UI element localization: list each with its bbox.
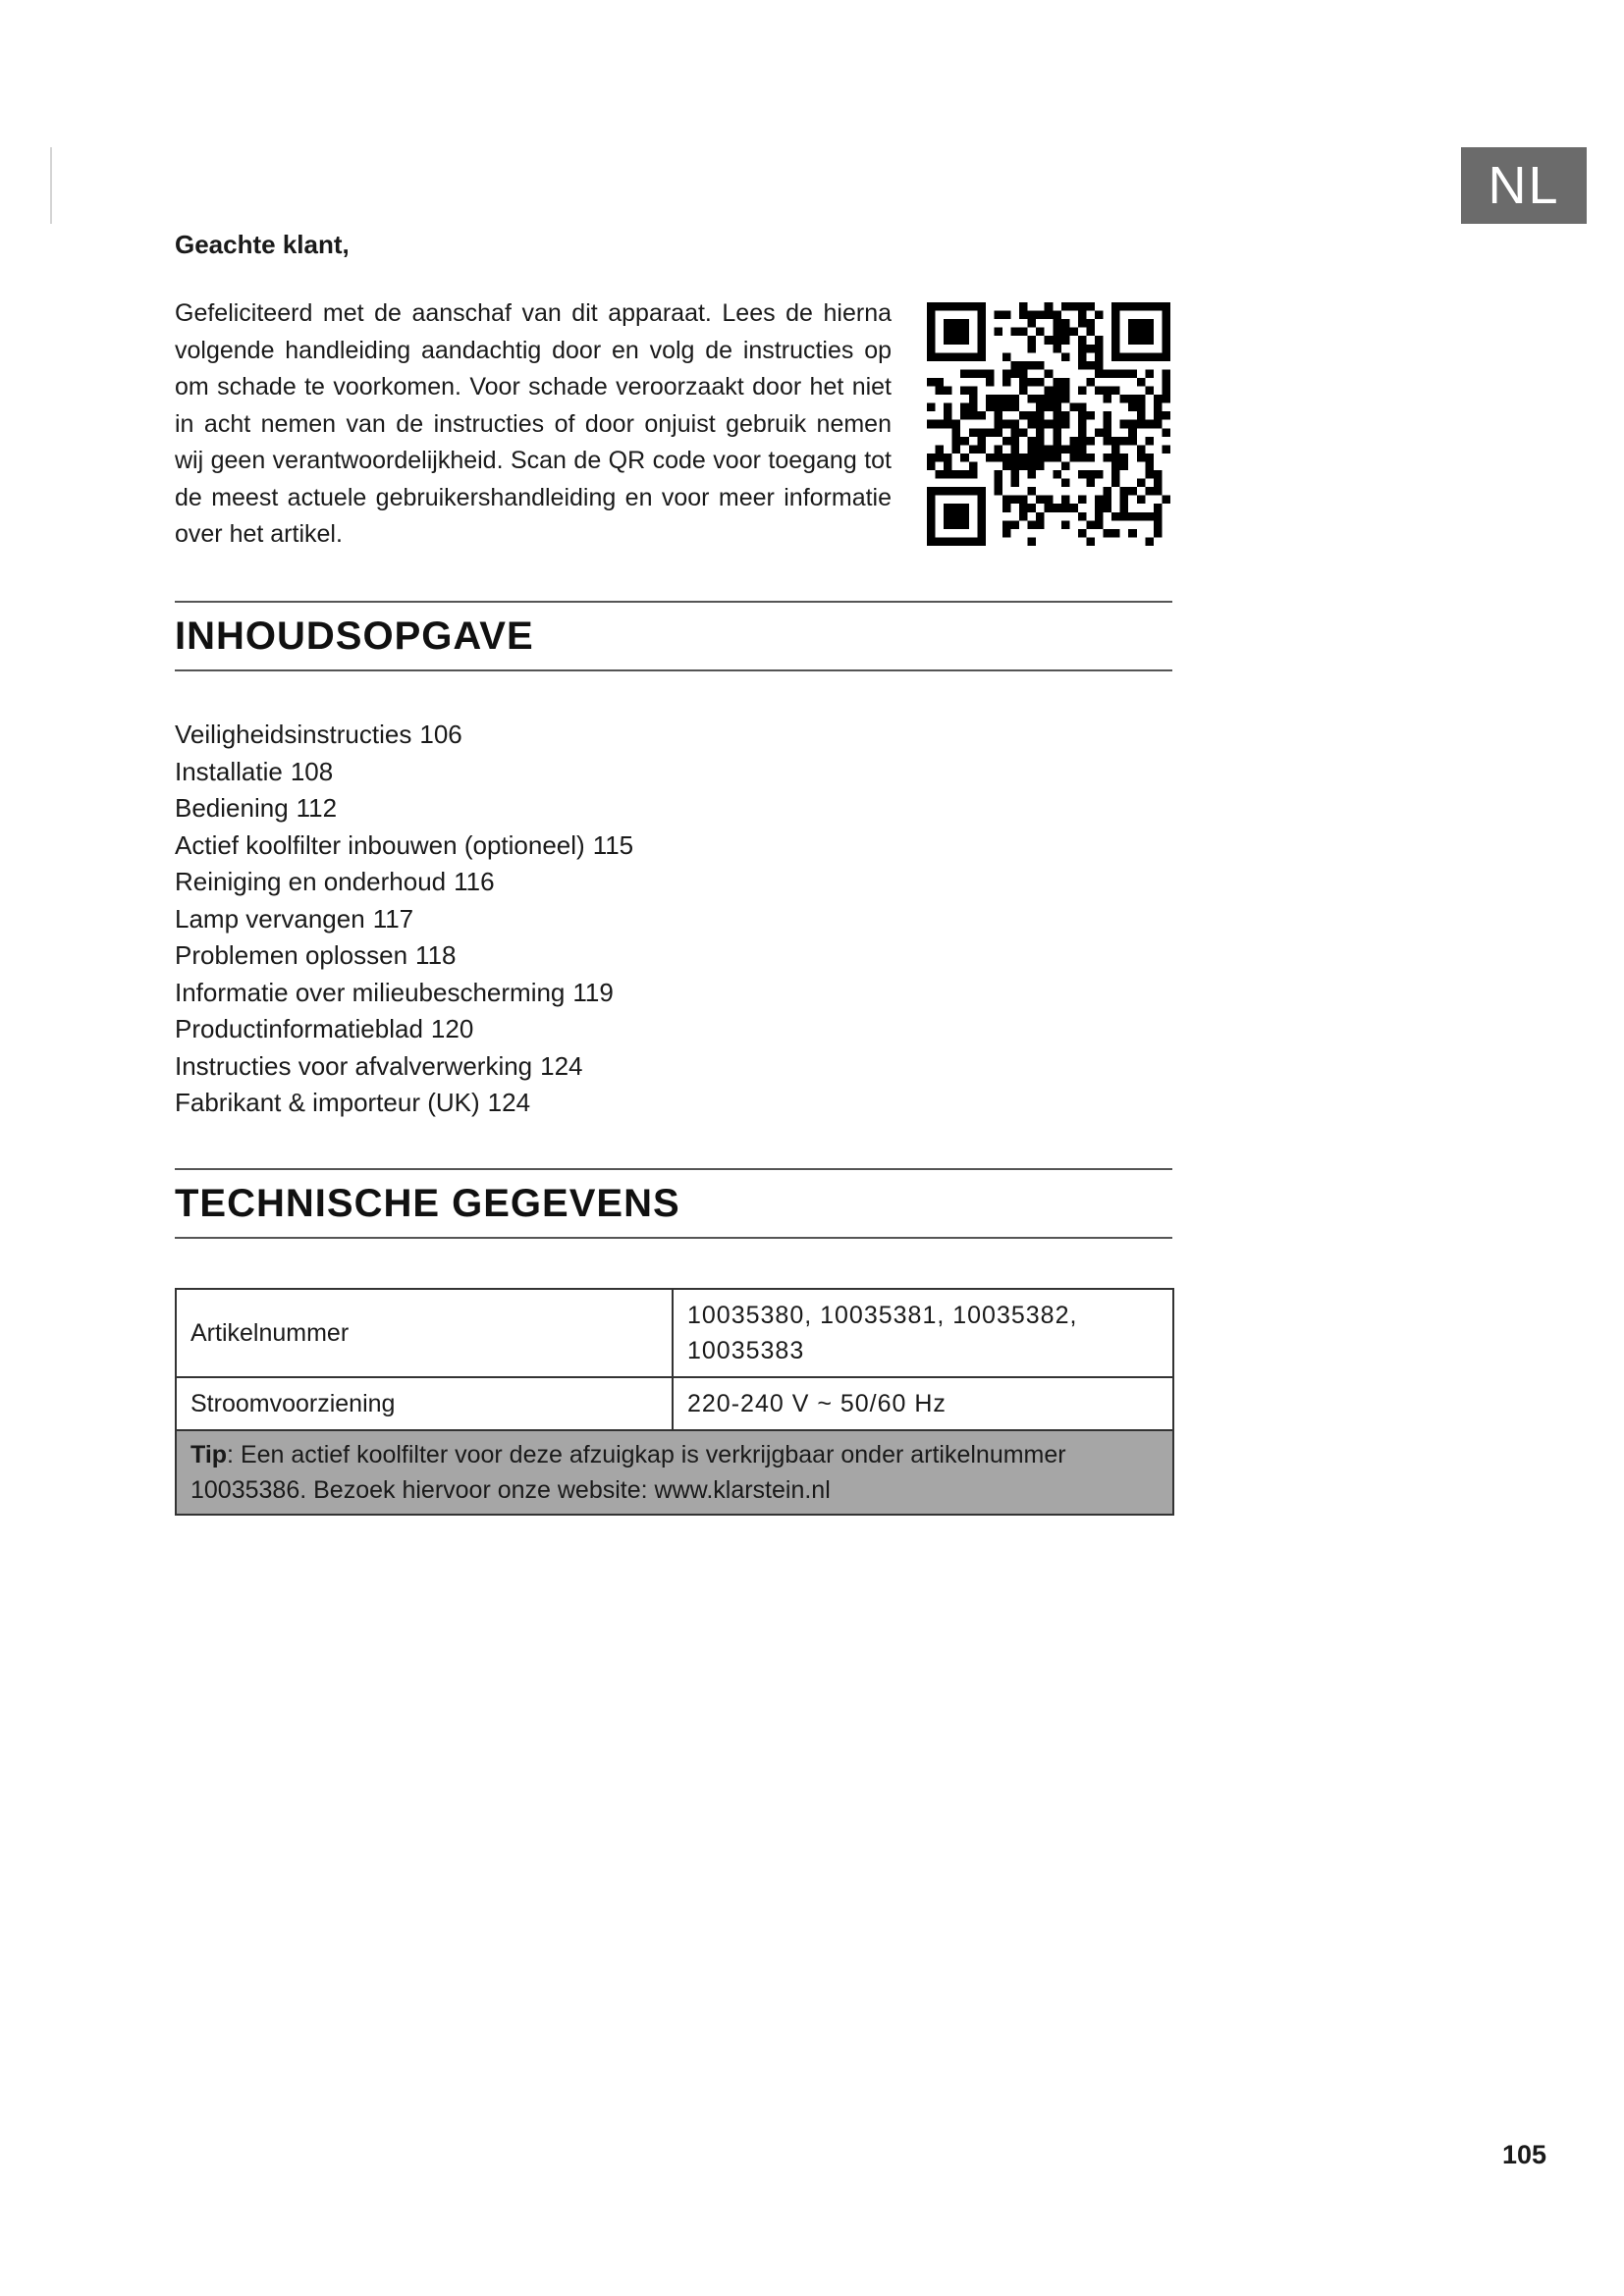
toc-item[interactable]	[175, 717, 633, 754]
toc-item-page: 118	[415, 940, 457, 970]
toc-item[interactable]	[175, 1048, 633, 1086]
toc-item-title: Actief koolfilter inbouwen (optioneel)	[175, 829, 585, 860]
table-row	[176, 1289, 1173, 1377]
toc-item-title: Instructies voor afvalverwerking	[175, 1050, 533, 1081]
tip-label: Tip	[190, 1441, 228, 1468]
toc-item-page: 106	[419, 720, 462, 749]
toc-item-title: Problemen oplossen	[175, 940, 408, 970]
specs-heading-bar	[175, 1168, 1172, 1239]
toc-heading: INHOUDSOPGAVE	[175, 614, 534, 658]
toc-item-title: Lamp vervangen	[175, 903, 365, 934]
table-of-contents	[175, 717, 633, 1122]
toc-item[interactable]	[175, 864, 633, 901]
toc-item[interactable]	[175, 754, 633, 791]
toc-item-page: 119	[572, 977, 614, 1007]
toc-item[interactable]	[175, 790, 633, 828]
toc-item[interactable]	[175, 937, 633, 975]
toc-item-page: 112	[296, 793, 338, 823]
toc-item[interactable]	[175, 828, 633, 865]
toc-item-title: Productinformatieblad	[175, 1014, 423, 1043]
spec-value-power-supply: 220-240 V ~ 50/60 Hz	[673, 1377, 1173, 1430]
spec-value-article-number: 10035380, 10035381, 10035382, 10035383	[673, 1289, 1173, 1377]
margin-rule	[50, 147, 52, 224]
specs-heading: TECHNISCHE GEGEVENS	[175, 1182, 680, 1225]
qr-code-icon	[927, 302, 1170, 546]
toc-item-page: 115	[592, 829, 634, 860]
greeting: Geachte klant,	[175, 230, 350, 259]
toc-item-page: 116	[454, 867, 495, 896]
table-row	[176, 1377, 1173, 1430]
page-number: 105	[1502, 2140, 1547, 2169]
tip-cell	[176, 1430, 1173, 1515]
spec-label-power-supply: Stroomvoorziening	[176, 1377, 673, 1430]
toc-item-title: Fabrikant & importeur (UK)	[175, 1088, 480, 1117]
language-badge: NL	[1461, 147, 1587, 224]
toc-item-title: Veiligheidsinstructies	[175, 720, 412, 749]
toc-item[interactable]	[175, 975, 633, 1012]
toc-item-page: 108	[290, 756, 334, 786]
toc-item[interactable]	[175, 1011, 633, 1048]
intro-paragraph: Gefeliciteerd met de aanschaf van dit apparaat. Lees de hierna volgende handleiding aandachtig door en volg de instructies op om schade te voorkomen. Voor schade veroorzaakt door het niet in acht nemen van de instructies of door onjuist gebruik nemen wij geen verantwoordelijkheid. Scan de QR code voor toegang tot de meest actuele gebruikershandleiding en voor meer informatie over het artikel.	[175, 299, 892, 548]
toc-item-title: Bediening	[175, 793, 289, 823]
toc-item[interactable]	[175, 1085, 633, 1122]
toc-heading-bar	[175, 601, 1172, 671]
spec-label-article-number: Artikelnummer	[176, 1289, 673, 1377]
toc-item-page: 117	[372, 903, 414, 934]
toc-item-page: 120	[430, 1014, 474, 1043]
toc-item-page: 124	[540, 1050, 583, 1081]
toc-item-title: Reiniging en onderhoud	[175, 867, 447, 896]
toc-item[interactable]	[175, 901, 633, 938]
toc-item-page: 124	[487, 1088, 531, 1117]
toc-item-title: Installatie	[175, 756, 283, 786]
tip-text: : Een actief koolfilter voor deze afzuigkap is verkrijgbaar onder artikelnummer 10035386. Bezoek hiervoor onze website: www.klarstein.nl	[190, 1441, 1066, 1504]
toc-item-title: Informatie over milieubescherming	[175, 977, 566, 1007]
tip-row	[176, 1430, 1173, 1515]
specs-table	[175, 1288, 1174, 1516]
